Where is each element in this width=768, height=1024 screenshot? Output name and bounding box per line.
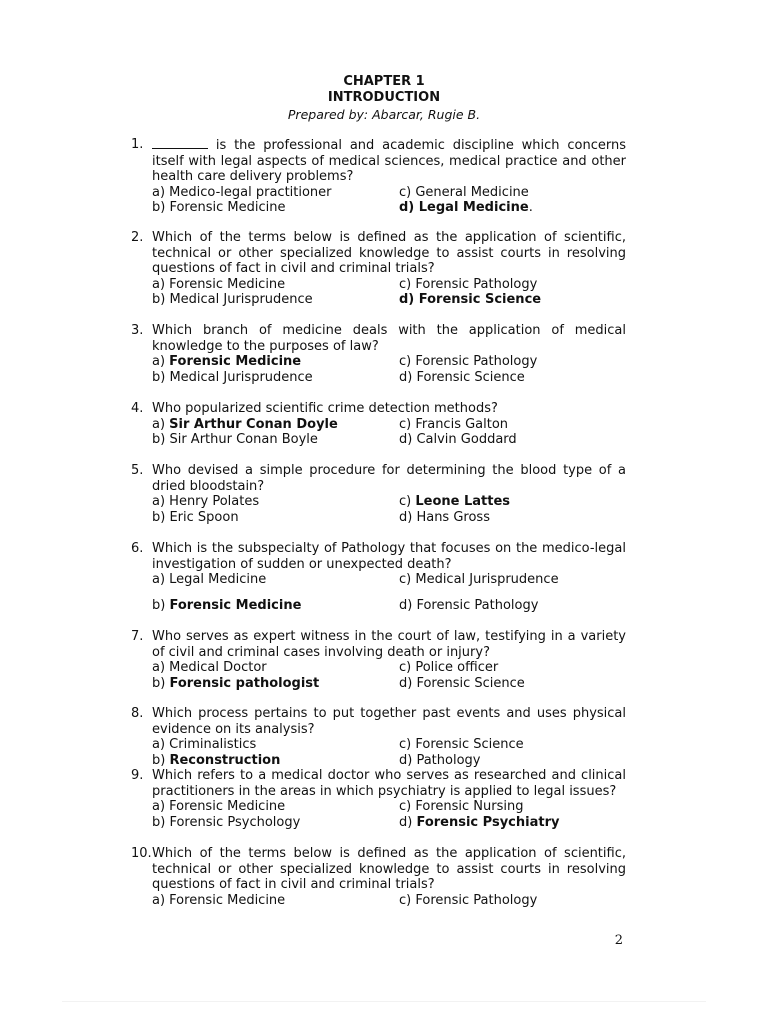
option-d-prefix: d) (399, 814, 417, 830)
option-c: c) Francis Galton (399, 416, 509, 432)
question-text: Which refers to a medical doctor who serves as researched and clinical practitioners in the areas in which psychiatry is applied to legal issues? (152, 768, 626, 799)
option-c: c) Forensic Nursing (399, 799, 524, 815)
option-c: c) Forensic Pathology (399, 276, 538, 292)
option-b: b) Forensic Medicine (152, 200, 286, 216)
question-3 (131, 323, 626, 385)
answer-highlight: Leone Lattes (415, 494, 511, 510)
question-text: Who popularized scientific crime detection methods? (152, 401, 498, 416)
option-d: d) Forensic Science (399, 369, 525, 385)
option-a: a) Henry Polates (152, 494, 260, 510)
option-b: b) Medical Jurisprudence (152, 292, 313, 308)
option-d: d) Forensic Science (399, 675, 525, 691)
question-text: Which is the subspecialty of Pathology that focuses on the medico-legal investigation of sudden or unexpected death? (152, 541, 626, 572)
chapter-number: CHAPTER 1 (343, 74, 425, 89)
option-b-prefix: b) (152, 675, 170, 691)
chapter-header (0, 74, 768, 123)
question-1 (131, 137, 626, 216)
question-number: 7. (131, 629, 144, 644)
page-number: 2 (614, 933, 623, 948)
answer-highlight: Forensic Medicine (169, 354, 302, 370)
question-text: Which process pertains to put together past events and uses physical evidence on its analysis? (152, 706, 626, 737)
prepared-by: Prepared by: Abarcar, Rugie B. (287, 107, 481, 122)
option-b: b) Forensic Psychology (152, 814, 301, 830)
question-text: Which of the terms below is defined as the application of scientific, technical or other specialized knowledge to assist courts in resolving questions of fact in civil and criminal trials? (152, 230, 626, 277)
question-number: 4. (131, 401, 144, 416)
option-a-prefix: a) (152, 354, 170, 370)
option-b (152, 753, 399, 769)
option-a: a) Forensic Medicine (152, 799, 286, 815)
chapter-title: INTRODUCTION (327, 90, 441, 105)
question-10 (131, 846, 626, 908)
option-a (152, 354, 399, 370)
answer-highlight: Forensic Psychiatry (416, 814, 560, 830)
question-number: 6. (131, 541, 144, 556)
question-number: 5. (131, 463, 144, 478)
option-c: c) Medical Jurisprudence (399, 572, 559, 588)
answer-highlight: Reconstruction (169, 752, 281, 768)
option-d (399, 292, 626, 308)
option-b: b) Eric Spoon (152, 509, 239, 525)
question-5 (131, 463, 626, 525)
option-d: d) Forensic Pathology (399, 597, 539, 613)
option-d-suffix: . (528, 200, 533, 216)
option-a: a) Medico-legal practitioner (152, 184, 332, 200)
option-a: a) Forensic Medicine (152, 276, 286, 292)
option-d: d) Hans Gross (399, 509, 490, 525)
option-c: c) Forensic Pathology (399, 354, 538, 370)
option-d: d) Pathology (399, 752, 481, 768)
question-number: 8. (131, 706, 144, 721)
question-2 (131, 230, 626, 308)
question-number: 3. (131, 323, 144, 338)
option-d (399, 815, 626, 831)
option-b-prefix: b) (152, 597, 170, 613)
option-c-prefix: c) (399, 494, 416, 510)
option-a-prefix: a) (152, 416, 170, 432)
answer-highlight: Forensic Medicine (169, 597, 302, 613)
option-a: a) Criminalistics (152, 737, 257, 753)
option-b: b) Sir Arthur Conan Boyle (152, 432, 318, 448)
question-text: Which branch of medicine deals with the application of medical knowledge to the purposes of law? (152, 323, 626, 354)
option-d (399, 200, 626, 216)
option-d: d) Calvin Goddard (399, 432, 517, 448)
answer-highlight: Forensic pathologist (169, 675, 320, 691)
option-c: c) Police officer (399, 660, 499, 676)
option-c: c) Forensic Science (399, 737, 524, 753)
option-a: a) Medical Doctor (152, 660, 267, 676)
answer-highlight: d) Forensic Science (399, 292, 542, 308)
question-number: 1. (131, 137, 144, 152)
answer-highlight: Sir Arthur Conan Doyle (169, 416, 338, 432)
answer-blank (152, 137, 208, 149)
question-4 (131, 401, 626, 448)
option-c (399, 494, 626, 510)
option-a: a) Legal Medicine (152, 572, 267, 588)
option-b (152, 598, 399, 614)
question-7 (131, 629, 626, 691)
option-c: c) Forensic Pathology (399, 892, 538, 908)
question-text: Which of the terms below is defined as the application of scientific, technical or other specialized knowledge to assist courts in resolving questions of fact in civil and criminal trials? (152, 846, 626, 893)
answer-highlight: d) Legal Medicine (399, 200, 529, 216)
option-a: a) Forensic Medicine (152, 892, 286, 908)
option-a (152, 417, 399, 433)
question-number: 9. (131, 768, 144, 783)
question-number: 2. (131, 230, 144, 245)
option-b: b) Medical Jurisprudence (152, 369, 313, 385)
option-b (152, 676, 399, 692)
page-bottom-divider (62, 1001, 706, 1002)
question-text: Who devised a simple procedure for determining the blood type of a dried bloodstain? (152, 463, 626, 494)
question-9 (131, 768, 626, 830)
question-text: is the professional and academic discipline which concerns itself with legal aspects of medical sciences, medical practice and other health care delivery problems? (152, 138, 626, 185)
question-number: 10. (131, 846, 152, 861)
question-6 (131, 541, 626, 613)
option-c: c) General Medicine (399, 184, 529, 200)
question-8 (131, 706, 626, 768)
option-b-prefix: b) (152, 752, 170, 768)
question-text: Who serves as expert witness in the court of law, testifying in a variety of civil and criminal cases involving death or injury? (152, 629, 626, 660)
